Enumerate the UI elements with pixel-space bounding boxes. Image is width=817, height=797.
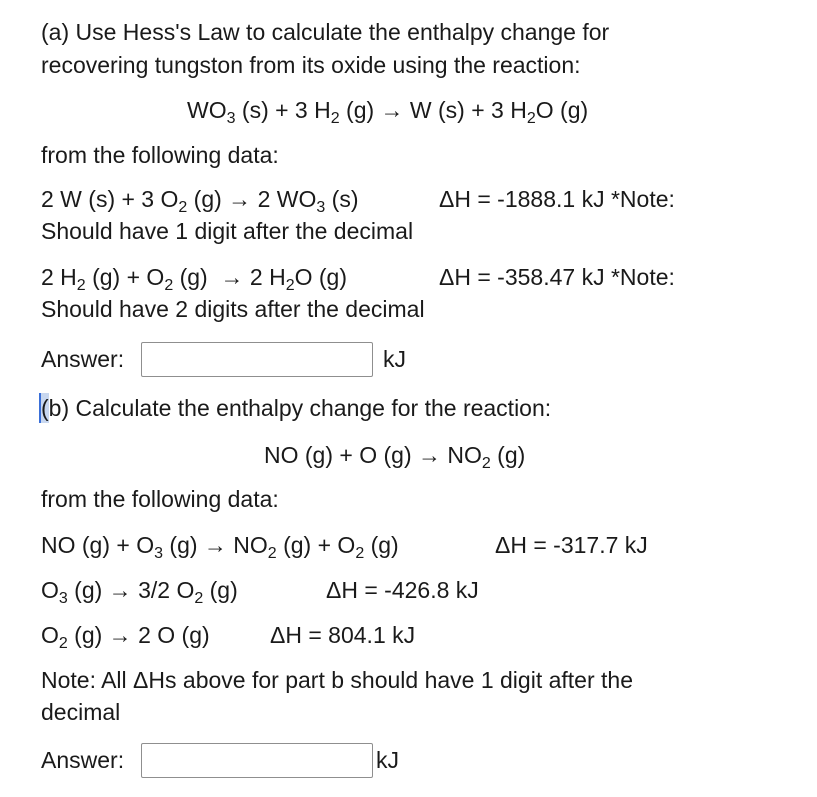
part-b-data3-reaction: $O_2$ (g) → 2 O (g)	[41, 622, 210, 652]
part-a-data1-enthalpy: ΔH = -1888.1 kJ *Note:	[439, 186, 675, 212]
part-a-intro-line2: recovering tungston from its oxide using the reaction:	[41, 52, 581, 78]
part-b-unit: kJ	[376, 747, 399, 773]
part-a-data2-note: Should have 2 digits after the decimal	[41, 296, 425, 322]
part-b-target-reaction: NO (g) + O $(g) \to NO_2$ (g)	[264, 442, 526, 472]
part-a-intro-line1: (a) Use Hess's Law to calculate the enthalpy change for	[41, 19, 610, 45]
part-b-data2-reaction: $O_3$ (g) → 3/2 $O_2$ (g)	[41, 577, 238, 607]
part-a-target-reaction: $WO_3$ (s) + 3 $H_2$ (g) → W (s) + 3 $H_2O$ (g)	[187, 97, 589, 127]
part-b-data3-enthalpy: ΔH = 804.1 kJ	[270, 622, 416, 648]
part-b-intro: (b) Calculate the enthalpy change for the reaction:	[41, 395, 552, 421]
part-b-data1-reaction: NO $(g) + O_3$ $(g) \to NO_2$ $(g) + O_2$ (g)	[41, 532, 399, 562]
part-b-answer-input[interactable]	[141, 743, 373, 778]
part-a-data2-reaction: 2 $H_2$ $(g) + O_2$ (g) → 2 $H_2O$ (g)	[41, 264, 347, 294]
part-a-unit: kJ	[383, 346, 406, 372]
part-a-from-data: from the following data:	[41, 142, 279, 168]
part-b-data1-enthalpy: ΔH = -317.7 kJ	[495, 532, 648, 558]
text-cursor-highlight: (	[41, 395, 49, 421]
part-a-answer-label: Answer:	[41, 346, 125, 372]
part-b-data2-enthalpy: ΔH = -426.8 kJ	[326, 577, 479, 603]
part-a-data1-reaction: 2 W (s) + 3 $O_2$ (g) → 2 $WO_3$ (s)	[41, 186, 359, 216]
part-b-note-line1: Note: All ΔHs above for part b should have 1 digit after the	[41, 667, 633, 693]
part-b-note-line2: decimal	[41, 699, 121, 725]
part-a-data1-note: Should have 1 digit after the decimal	[41, 218, 414, 244]
part-a-data2-enthalpy: ΔH = -358.47 kJ *Note:	[439, 264, 675, 290]
part-b-answer-label: Answer:	[41, 747, 125, 773]
part-b-from-data: from the following data:	[41, 486, 279, 512]
part-a-answer-input[interactable]	[141, 342, 373, 377]
